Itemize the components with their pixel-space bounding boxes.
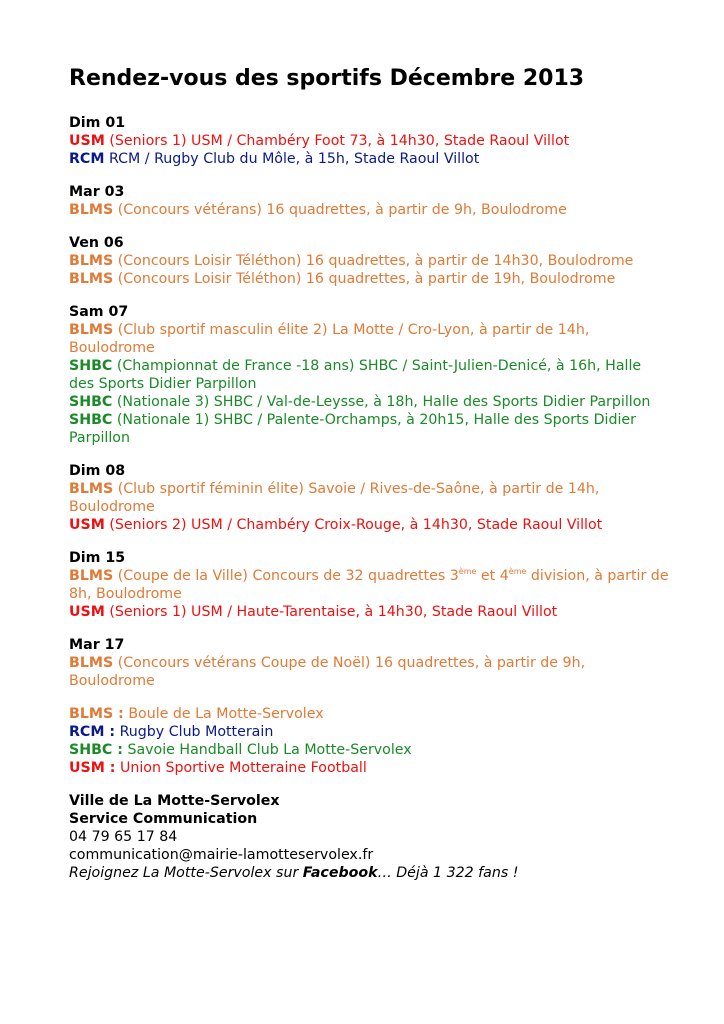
footer-org: Ville de La Motte-Servolex bbox=[69, 793, 280, 809]
club-tag: BLMS bbox=[69, 655, 114, 671]
legend-abbr: SHBC : bbox=[69, 742, 123, 758]
club-tag: USM bbox=[69, 517, 105, 533]
day-title: Mar 03 bbox=[69, 184, 125, 200]
event-text: (Concours Loisir Téléthon) 16 quadrettes, à partir de 14h30, Boulodrome bbox=[113, 253, 634, 269]
club-tag: USM bbox=[69, 133, 105, 149]
legend-abbr: BLMS : bbox=[69, 706, 124, 722]
event-text: (Seniors 1) USM / Haute-Tarentaise, à 14h30, Stade Raoul Villot bbox=[104, 604, 558, 620]
club-tag: SHBC bbox=[69, 358, 113, 374]
legend-item bbox=[69, 759, 669, 777]
document-page bbox=[69, 64, 669, 882]
event-text: et 4 bbox=[476, 568, 509, 584]
day-block bbox=[69, 636, 669, 690]
event-item bbox=[69, 252, 669, 270]
club-tag: BLMS bbox=[69, 271, 114, 287]
footer-email[interactable]: communication@mairie-lamotteservolex.fr bbox=[69, 847, 374, 863]
day-block bbox=[69, 549, 669, 621]
day-block bbox=[69, 114, 669, 168]
footer-service: Service Communication bbox=[69, 811, 258, 827]
event-text: (Concours vétérans) 16 quadrettes, à partir de 9h, Boulodrome bbox=[113, 202, 567, 218]
club-tag: BLMS bbox=[69, 202, 114, 218]
event-text: (Concours Loisir Téléthon) 16 quadrettes, à partir de 19h, Boulodrome bbox=[113, 271, 616, 287]
club-tag: SHBC bbox=[69, 394, 113, 410]
day-block bbox=[69, 183, 669, 219]
facebook-pre: Rejoignez La Motte-Servolex sur bbox=[69, 865, 303, 881]
legend-item bbox=[69, 723, 669, 741]
event-text: (Coupe de la Ville) Concours de 32 quadrettes 3 bbox=[113, 568, 459, 584]
page-title: Rendez-vous des sportifs Décembre 2013 bbox=[69, 66, 585, 91]
day-title: Dim 15 bbox=[69, 550, 126, 566]
legend-item bbox=[69, 741, 669, 759]
day-title: Mar 17 bbox=[69, 637, 125, 653]
event-item bbox=[69, 357, 669, 393]
facebook-post: … Déjà 1 322 fans ! bbox=[377, 865, 519, 881]
club-tag: SHBC bbox=[69, 412, 113, 428]
day-title: Dim 08 bbox=[69, 463, 126, 479]
footer-facebook bbox=[69, 864, 669, 882]
club-tag: USM bbox=[69, 604, 105, 620]
event-text: (Nationale 1) SHBC / Palente-Orchamps, à 20h15, Halle des Sports Didier Parpillon bbox=[69, 412, 636, 446]
day-title: Ven 06 bbox=[69, 235, 124, 251]
legend-abbr: USM : bbox=[69, 760, 116, 776]
event-text: (Seniors 2) USM / Chambéry Croix-Rouge, à 14h30, Stade Raoul Villot bbox=[104, 517, 603, 533]
day-block bbox=[69, 462, 669, 534]
event-item bbox=[69, 411, 669, 447]
club-tag: BLMS bbox=[69, 481, 114, 497]
event-text: (Nationale 3) SHBC / Val-de-Leysse, à 18h, Halle des Sports Didier Parpillon bbox=[112, 394, 651, 410]
event-item bbox=[69, 270, 669, 288]
footer-phone: 04 79 65 17 84 bbox=[69, 829, 178, 845]
club-tag: BLMS bbox=[69, 568, 114, 584]
event-item bbox=[69, 654, 669, 690]
footer bbox=[69, 792, 669, 882]
ordinal-suffix: ème bbox=[458, 567, 477, 576]
event-text: (Championnat de France -18 ans) SHBC / Saint-Julien-Denicé, à 16h, Halle des Sports Didier Parpillon bbox=[69, 358, 642, 392]
event-text: (Seniors 1) USM / Chambéry Foot 73, à 14h30, Stade Raoul Villot bbox=[104, 133, 570, 149]
club-legend bbox=[69, 705, 669, 777]
club-tag: BLMS bbox=[69, 322, 114, 338]
legend-abbr: RCM : bbox=[69, 724, 116, 740]
event-item bbox=[69, 321, 669, 357]
event-item bbox=[69, 603, 669, 621]
legend-name: Rugby Club Motterain bbox=[115, 724, 274, 740]
legend-name: Boule de La Motte-Servolex bbox=[123, 706, 324, 722]
legend-name: Savoie Handball Club La Motte-Servolex bbox=[122, 742, 412, 758]
event-text: division, à partir de 8h, Boulodrome bbox=[69, 568, 669, 602]
event-text: RCM / Rugby Club du Môle, à 15h, Stade Raoul Villot bbox=[104, 151, 480, 167]
event-item bbox=[69, 393, 669, 411]
facebook-link[interactable]: Facebook bbox=[302, 865, 378, 881]
event-item bbox=[69, 201, 669, 219]
ordinal-suffix: ème bbox=[508, 567, 527, 576]
event-text: (Club sportif masculin élite 2) La Motte / Cro-Lyon, à partir de 14h, Boulodrome bbox=[69, 322, 590, 356]
event-text: (Club sportif féminin élite) Savoie / Rives-de-Saône, à partir de 14h, Boulodrome bbox=[69, 481, 600, 515]
event-item bbox=[69, 132, 669, 150]
day-title: Sam 07 bbox=[69, 304, 129, 320]
club-tag: RCM bbox=[69, 151, 105, 167]
event-item bbox=[69, 516, 669, 534]
day-title: Dim 01 bbox=[69, 115, 126, 131]
events-list bbox=[69, 114, 669, 690]
event-item bbox=[69, 567, 669, 603]
day-block bbox=[69, 234, 669, 288]
event-item bbox=[69, 480, 669, 516]
day-block bbox=[69, 303, 669, 447]
event-item bbox=[69, 150, 669, 168]
legend-item bbox=[69, 705, 669, 723]
club-tag: BLMS bbox=[69, 253, 114, 269]
event-text: (Concours vétérans Coupe de Noël) 16 quadrettes, à partir de 9h, Boulodrome bbox=[69, 655, 586, 689]
legend-name: Union Sportive Motteraine Football bbox=[115, 760, 367, 776]
